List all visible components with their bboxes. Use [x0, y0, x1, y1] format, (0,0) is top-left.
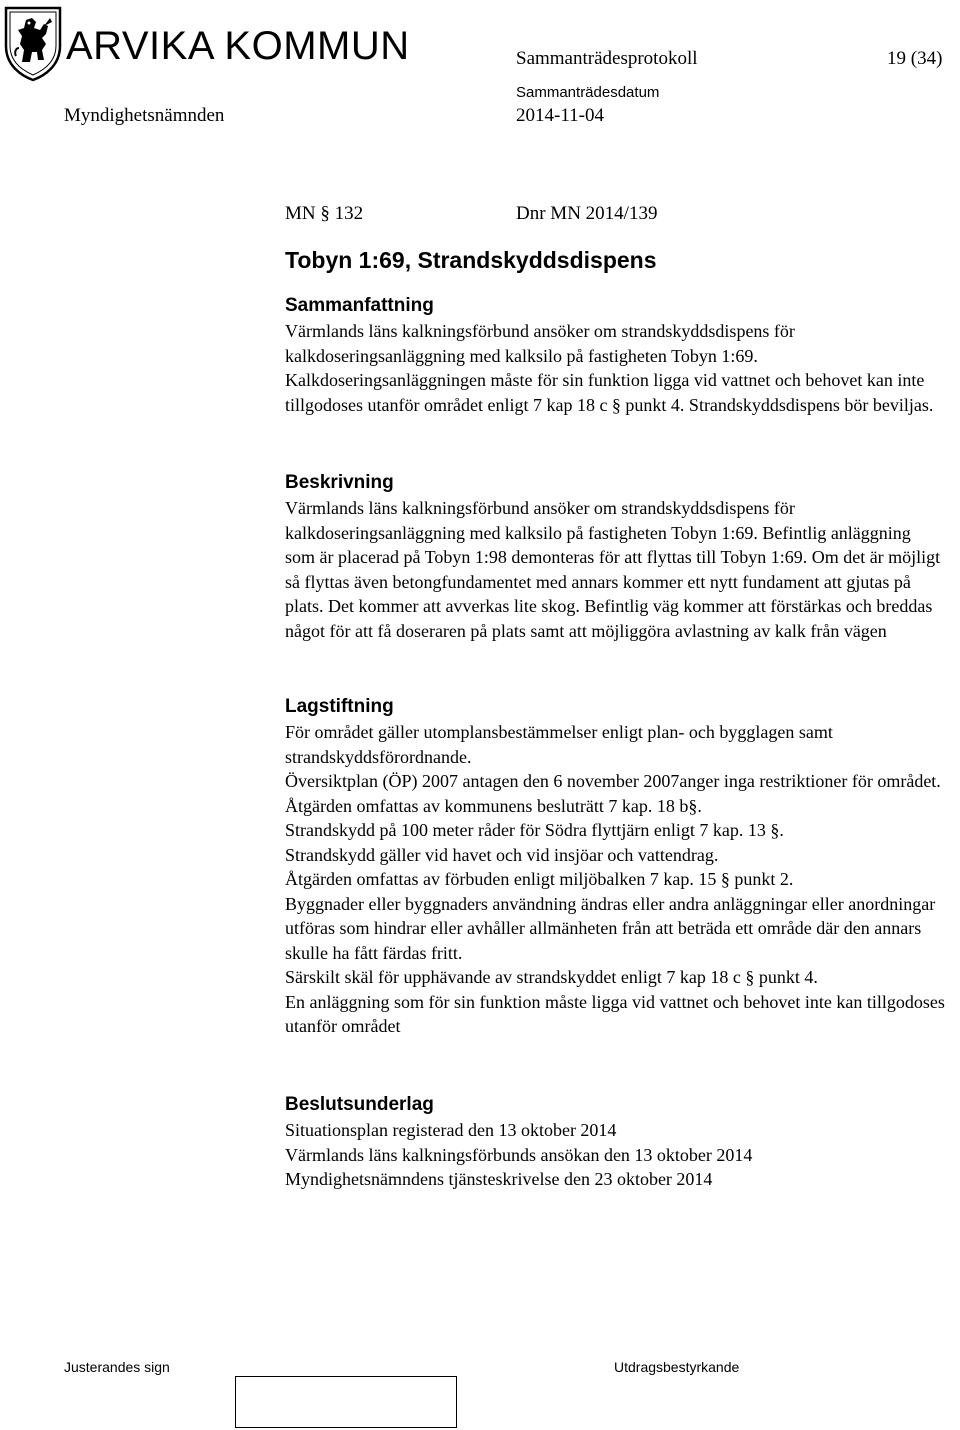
- section-description: [285, 470, 945, 643]
- decision-basis-line: Situationsplan registerad den 13 oktober 2014: [285, 1120, 617, 1140]
- section-text: Värmlands läns kalkningsförbund ansöker om strandskyddsdispens för kalkdoseringsanläggning med kalksilo på fastigheten Tobyn 1:69. Befintlig anläggning som är placerad på Tobyn 1:98 demonteras för att flyttas till Tobyn 1:69. Om det är möjligt så flyttas även betongfundamentet med annars kommer ett nytt fundament att gjutas på plats. Det kommer att avverkas lite skog. Befintlig väg kommer att förstärkas och breddas något för att få doseraren på plats samt att möjliggöra avlastning av kalk från vägen: [285, 498, 941, 641]
- legislation-line: Strandskydd gäller vid havet och vid insjöar och vattendrag.: [285, 844, 719, 865]
- legislation-line: Strandskydd på 100 meter råder för Södra flyttjärn enligt 7 kap. 13 §.: [285, 820, 784, 840]
- committee-name: Myndighetsnämnden: [64, 105, 225, 126]
- legislation-line: Åtgärden omfattas av kommunens besluträtt 7 kap. 18 b§.: [285, 795, 702, 816]
- legislation-line: Åtgärden omfattas av förbuden enligt miljöbalken 7 kap. 15 § punkt 2.: [285, 869, 794, 889]
- signature-box: [235, 1376, 457, 1428]
- signature-label: Justerandes sign: [64, 1359, 170, 1375]
- legislation-line: För området gäller utomplansbestämmelser enligt plan- och bygglagen samt strandskyddsförordnande.: [285, 722, 833, 767]
- municipality-coat-of-arms-logo: [4, 6, 62, 82]
- section-heading: Sammanfattning: [285, 295, 434, 316]
- section-text: Värmlands läns kalkningsförbund ansöker om strandskyddsdispens för kalkdoseringsanläggning med kalksilo på fastigheten Tobyn 1:69. Kalkdoseringsanläggningen måste för sin funktion ligga vid vattnet och behovet kan inte tillgodoses utanför området enligt 7 kap 18 c § punkt 4. Strandskyddsdispens bör beviljas.: [285, 321, 934, 415]
- section-decision-basis: [285, 1092, 945, 1192]
- page-number: 19 (34): [887, 48, 943, 69]
- organization-name: ARVIKA KOMMUN: [66, 24, 410, 68]
- document-type: Sammanträdesprotokoll: [516, 48, 698, 69]
- legislation-line: Byggnader eller byggnaders användning ändras eller andra anläggningar eller anordningar utföras som hindrar eller avhåller allmänheten från att beträda ett område där den annars skulle ha fått färdas fritt.: [285, 893, 936, 963]
- legislation-line: En anläggning som för sin funktion måste ligga vid vattnet och behovet inte kan tillgodoses utanför området: [285, 991, 945, 1036]
- section-legislation: [285, 694, 945, 1039]
- section-summary: [285, 293, 945, 417]
- section-heading: Lagstiftning: [285, 696, 394, 717]
- section-heading: Beslutsunderlag: [285, 1094, 434, 1115]
- legislation-line: Översiktplan (ÖP) 2007 antagen den 6 november 2007anger inga restriktioner för området.: [285, 771, 941, 791]
- decision-basis-line: Värmlands läns kalkningsförbunds ansökan den 13 oktober 2014: [285, 1144, 753, 1165]
- legislation-line: Särskilt skäl för upphävande av strandskyddet enligt 7 kap 18 c § punkt 4.: [285, 967, 818, 987]
- decision-basis-line: Myndighetsnämndens tjänsteskrivelse den 23 oktober 2014: [285, 1169, 713, 1189]
- case-registration-number: Dnr MN 2014/139: [516, 203, 658, 224]
- meeting-date-label: Sammanträdesdatum: [516, 84, 660, 101]
- section-heading: Beskrivning: [285, 472, 394, 493]
- case-title: Tobyn 1:69, Strandskyddsdispens: [285, 247, 657, 273]
- extract-certification-label: Utdragsbestyrkande: [614, 1359, 740, 1375]
- meeting-date-value: 2014-11-04: [516, 105, 604, 126]
- case-paragraph-number: MN § 132: [285, 203, 364, 224]
